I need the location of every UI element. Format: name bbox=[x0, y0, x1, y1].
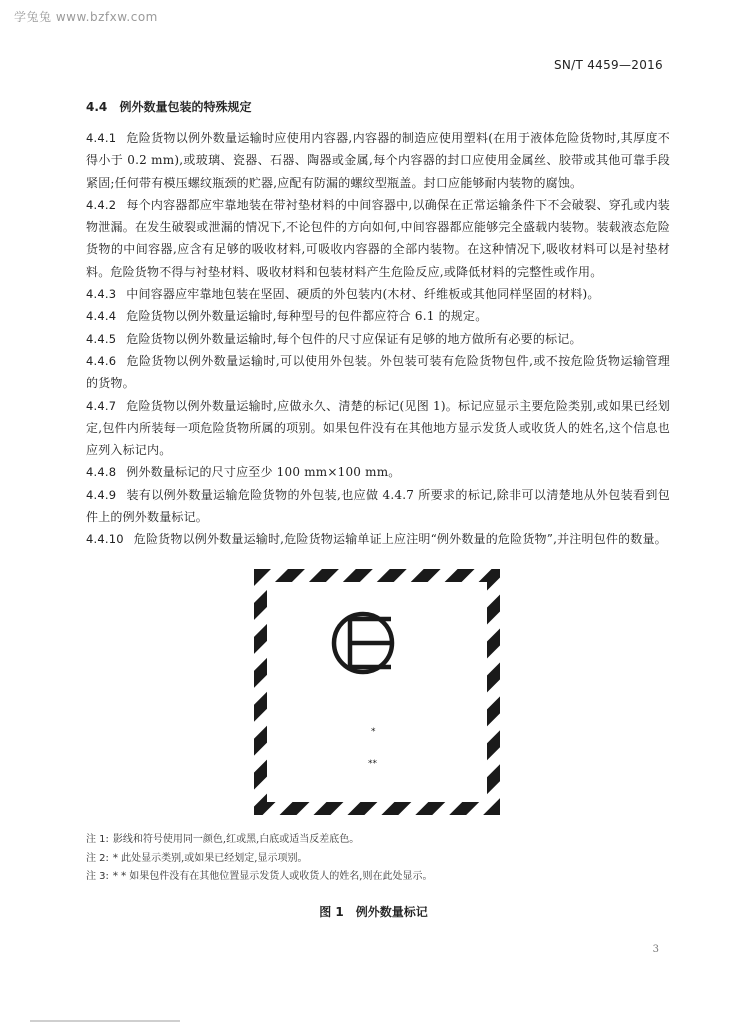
clause-number: 4.4.10 bbox=[86, 532, 124, 547]
section-heading bbox=[86, 98, 251, 115]
note-label: 注 1: bbox=[86, 834, 109, 845]
footer-rule bbox=[30, 1020, 180, 1022]
note-3 bbox=[86, 868, 670, 887]
clause-text: 装有以例外数量运输危险货物的外包装,也应做 4.4.7 所要求的标记,除非可以清楚地从外包装看到包件上的例外数量标记。 bbox=[86, 487, 670, 525]
clause-text: 危险货物以例外数量运输时,可以使用外包装。外包装可装有危险货物包件,或不按危险货物运输管理的货物。 bbox=[86, 353, 670, 391]
note-1 bbox=[86, 831, 670, 850]
watermark: 学兔兔 www.bzfxw.com bbox=[14, 10, 158, 24]
page-number: 3 bbox=[652, 944, 659, 955]
clause-4-4-7 bbox=[86, 395, 670, 462]
clause-4-4-4 bbox=[86, 305, 670, 327]
clause-number: 4.4.1 bbox=[86, 131, 117, 145]
clause-number: 4.4.5 bbox=[86, 331, 117, 346]
clause-text: 危险货物以例外数量运输时,每个包件的尺寸应保证有足够的地方做所有必要的标记。 bbox=[126, 331, 582, 346]
clause-text: 例外数量标记的尺寸应至少 100 mm×100 mm。 bbox=[126, 465, 401, 480]
clause-list bbox=[86, 127, 670, 551]
clause-number: 4.4.8 bbox=[86, 465, 117, 480]
clause-number: 4.4.7 bbox=[86, 398, 117, 413]
excepted-quantity-mark-graphic bbox=[254, 569, 500, 815]
clause-4-4-8 bbox=[86, 461, 670, 483]
figure-caption bbox=[0, 903, 747, 920]
clause-text: 中间容器应牢靠地包装在坚固、硬质的外包装内(木材、纤维板或其他同样坚固的材料)。 bbox=[126, 287, 600, 302]
note-2 bbox=[86, 850, 670, 869]
clause-4-4-10 bbox=[86, 528, 670, 550]
clause-4-4-9 bbox=[86, 484, 670, 529]
figure-number: 图 1 bbox=[319, 905, 344, 919]
class-placeholder-mark: * bbox=[371, 727, 376, 737]
clause-number: 4.4.4 bbox=[86, 309, 117, 324]
clause-text: 危险货物以例外数量运输时,每种型号的包件都应符合 6.1 的规定。 bbox=[126, 309, 488, 324]
note-label: 注 3: bbox=[86, 871, 109, 882]
note-label: 注 2: bbox=[86, 852, 109, 864]
consignor-placeholder-mark: ** bbox=[368, 759, 377, 769]
clause-text: 每个内容器都应牢靠地装在带衬垫材料的中间容器中,以确保在正常运输条件下不会破裂、穿孔或内装物泄漏。在发生破裂或泄漏的情况下,不论包件的方向如何,中间容器都应能够完全盛载内装物。装载液态危险货物的中间容器,应含有足够的吸收材料,可吸收内容器的全部内装物。在这种情况下,吸收材料可以是衬垫材料。危险货物不得与衬垫材料、吸收材料和包装材料产生危险反应,或降低材料的完整性或作用。 bbox=[86, 197, 670, 279]
excepted-quantity-mark bbox=[254, 569, 500, 815]
figure-notes bbox=[86, 831, 670, 887]
clause-4-4-6 bbox=[86, 350, 670, 395]
note-text: * * 如果包件没有在其他位置显示发货人或收货人的姓名,则在此处显示。 bbox=[112, 871, 433, 882]
clause-number: 4.4.6 bbox=[86, 353, 117, 368]
clause-number: 4.4.2 bbox=[86, 197, 117, 212]
clause-text: 危险货物以例外数量运输时,应做永久、清楚的标记(见图 1)。标记应显示主要危险类别,或如果已经划定,包件内所装每一项危险货物所属的项别。如果包件没有在其他地方显示发货人或收货人的姓名,这个信息也应列入标记内。 bbox=[86, 398, 670, 458]
hatched-border bbox=[254, 569, 500, 815]
figure-title: 例外数量标记 bbox=[355, 905, 428, 919]
note-text: * 此处显示类别,或如果已经划定,显示项别。 bbox=[112, 852, 308, 864]
clause-4-4-1 bbox=[86, 127, 670, 194]
excepted-quantity-symbol-icon bbox=[334, 614, 392, 672]
clause-4-4-5 bbox=[86, 328, 670, 350]
clause-text: 危险货物以例外数量运输时应使用内容器,内容器的制造应使用塑料(在用于液体危险货物时,其厚度不得小于 0.2 mm),或玻璃、瓷器、石器、陶器或金属,每个内容器的封口应使用金属丝、胶带或其他可靠手段紧固;任何带有模压螺纹瓶颈的贮器,应配有防漏的螺纹型瓶盖。封口应能够耐内装物的腐蚀。 bbox=[86, 131, 670, 190]
clause-4-4-3 bbox=[86, 283, 670, 305]
clause-4-4-2 bbox=[86, 194, 670, 283]
section-number: 4.4 bbox=[86, 100, 108, 114]
clause-number: 4.4.9 bbox=[86, 487, 117, 502]
clause-number: 4.4.3 bbox=[86, 287, 117, 302]
note-text: 影线和符号使用同一颜色,红或黑,白底或适当反差底色。 bbox=[112, 834, 360, 845]
section-title-text: 例外数量包装的特殊规定 bbox=[119, 100, 252, 114]
standard-number: SN/T 4459—2016 bbox=[553, 58, 663, 72]
clause-text: 危险货物以例外数量运输时,危险货物运输单证上应注明“例外数量的危险货物”,并注明包件的数量。 bbox=[133, 532, 667, 547]
